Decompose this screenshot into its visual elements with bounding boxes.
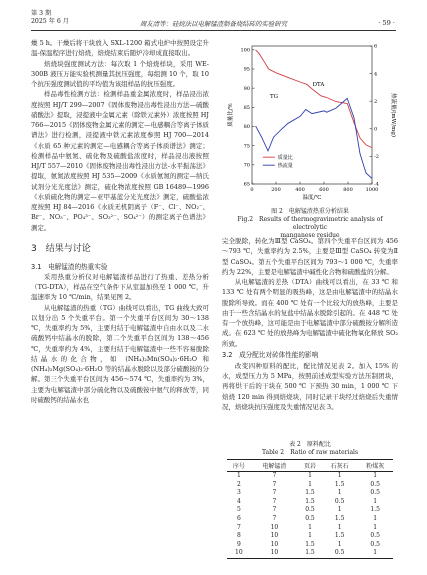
- page-header: [0, 0, 427, 40]
- table-cell: 1.5: [334, 514, 345, 522]
- raw-material-ratio-table: [227, 459, 393, 559]
- tg-dta-chart: [222, 38, 398, 208]
- table-cell: 0.5: [334, 497, 345, 505]
- paragraph: 采用热重分析仪对电解锰渣样品进行了热重、差热分析（TG-DTA），样品在空气条件下从室温加热至 1 000 ℃，升温速率为 10 ℃/min，结果见图 2。: [31, 272, 209, 302]
- paragraph: 焙烧块强度测试方法：每次取 1 个焙烧样块，采用 WE-300B 液压万能实验机测量其抗压强度，每组测 10 个，取 10 个抗压强度测试值的平均值为该组样品的抗压强度。: [31, 59, 209, 88]
- table-cell: 6: [236, 514, 241, 522]
- x-tick-label: 1000: [365, 187, 379, 193]
- table-cell: 1: [373, 514, 378, 522]
- table-header-cell: 石灰石: [322, 460, 358, 472]
- table-cell: 3: [236, 489, 241, 497]
- right-column: [222, 236, 398, 412]
- table-cell: 1: [308, 480, 312, 488]
- table-cell: 10: [251, 549, 298, 558]
- table-row: [227, 481, 393, 490]
- table-header-cell: 电解锰渣: [251, 460, 298, 472]
- y-right-tick-label: 2: [374, 98, 378, 105]
- y-left-tick-label: 100: [240, 47, 250, 54]
- table-cell: 1: [357, 549, 393, 558]
- table-cell: 0.5: [305, 514, 315, 522]
- y-right-tick-label: -4: [374, 181, 379, 188]
- table-caption-cn: 表 2 原料配比: [289, 441, 331, 448]
- thermal-analysis-figure: [222, 38, 398, 208]
- table-cell: 1: [373, 497, 378, 505]
- subsection-title: 3.2 成分配比对砖体性能的影响: [222, 350, 319, 359]
- table-cell: 7: [272, 497, 277, 505]
- tg-annotation: TG: [270, 93, 279, 100]
- table-cell: 10: [270, 523, 279, 531]
- table-cell: 7: [272, 514, 277, 522]
- table-cell: 1.5: [305, 540, 315, 548]
- table-cell: 1: [337, 540, 342, 548]
- y-left-tick-label: 80: [243, 124, 250, 131]
- table-cell: 1: [337, 506, 342, 514]
- table-cell: 1.5: [305, 497, 315, 505]
- left-column: [31, 38, 209, 405]
- y-right-tick-label: 0: [374, 126, 378, 133]
- table-cell: 1: [308, 523, 312, 531]
- legend-label: 质量比: [277, 154, 293, 161]
- y-left-tick-label: 70: [243, 162, 250, 169]
- y-left-tick-label: 75: [243, 143, 250, 150]
- x-tick-label: 600: [319, 187, 329, 193]
- table-cell: 1.5: [370, 506, 380, 514]
- table-row: [227, 498, 393, 507]
- paragraph: 燥 5 h。干燥后将干块放入 SXL-1200 箱式电炉中按照设定升温-保温程序进行焙烧，焙烧结束后随炉冷却成直接取出。: [31, 39, 209, 58]
- header-rule: [31, 30, 396, 31]
- table-cell: 10: [227, 549, 251, 558]
- table-cell: 0.5: [370, 540, 380, 548]
- subsection-title: 3.1 电解锰渣的热重实验: [31, 262, 108, 271]
- table-caption-en: Table 2 Ratio of raw materials: [261, 449, 359, 456]
- table-cell: 1.5: [334, 532, 345, 540]
- table-cell: 7: [272, 480, 277, 488]
- x-tick-label: 400: [295, 187, 305, 193]
- table-cell: 0.5: [370, 489, 380, 497]
- table-header-cell: 粉煤灰: [357, 460, 393, 472]
- table-row: [227, 472, 393, 481]
- table-row: [227, 532, 393, 541]
- y-left-tick-label: 85: [243, 105, 250, 112]
- paragraph: 样品毒性检测方法：检测样品重金属浓度时，样品浸出浓度按照 HJ/T 299—2007《固体废物浸出毒性浸出方法—硫酸硝酸法》提取，浸提液中金属元素（除铁元素外）浓度按照 HJ 766—2015《固体废物金属元素的测定—电感耦合等离子体质谱法》进行检测，浸提液中铁元素浓度参照 HJ 700—2014《水质 65 种元素的测定—电感耦合等离子体质谱法》测定；检测样品中氨氮、硫化物及硫酸盐浓度时，样品浸出液按照 HJ/T 557—2010《固体废物浸出毒性浸出方法-水平振荡法》提取，氨氮浓度按照 HJ 535—2009《水质氨氮的测定—纳氏试剂分光光度法》测定，硫化物浓度按照 GB 16489—1996《水质硫化物的测定—亚甲基蓝分光光度法》测定，硫酸盐浓度按照 HJ 84—2016《水质无机阴离子（F⁻、Cl⁻、NO₂⁻、Br⁻、NO₃⁻、PO₄³⁻、SO₃²⁻、SO₄²⁻）的测定离子色谱法》测定。: [31, 90, 209, 232]
- figure-caption-en: Fig.2 Results of thermogravimetric analysis of electrolytic: [237, 216, 383, 231]
- figure-caption-en: manganese residue: [280, 232, 340, 239]
- running-title: 周友清等：硅烷法以电解锰渣制备烧结砖的实验研究: [140, 20, 287, 28]
- page-number: · 59 ·: [378, 19, 395, 27]
- table-header-cell: 序号: [227, 460, 251, 472]
- date-label: 2025 年 6 月: [31, 18, 69, 25]
- table-cell: 2: [236, 480, 241, 488]
- x-tick-label: 800: [343, 187, 353, 193]
- figure-caption-cn: 图 2 电解锰渣热重分析结果: [271, 208, 349, 215]
- plot-frame: [252, 46, 372, 184]
- x-tick-label: 200: [271, 187, 281, 193]
- table-header-cell: 页岩: [298, 460, 322, 472]
- table-cell: 8: [236, 532, 241, 540]
- table-cell: 9: [236, 540, 241, 548]
- table-cell: 10: [270, 540, 279, 548]
- section-title: 3 结果与讨论: [31, 243, 91, 254]
- table-cell: 1.5: [305, 489, 315, 497]
- table-cell: 1: [337, 472, 342, 479]
- y-right-axis-label: 热流量/(mW/mg): [390, 92, 396, 138]
- paragraph: 改变四种原料的配比，配比情况见表 2。加入 15% 的水，成型压力为 5 MPa，按照前述成型实验方法压制团块，再将烘干后的干块在 500 ℃ 下预热 30 min，1 000 ℃ 下焙烧 120 min 得到焙烧块，同时记录干块经过焙烧后失重情况，焙烧块抗压强度及失重情况见表 3。: [222, 361, 398, 411]
- table-cell: 1: [337, 489, 342, 497]
- table-cell: 7: [272, 506, 277, 514]
- x-axis-label: 温度/℃: [302, 195, 322, 201]
- table-cell: 1: [373, 523, 378, 531]
- paragraph: 完全脱除，转化为Ⅲ型 CaSO₄。第四个失重平台区间为 456～793 ℃，失重率约为 2.5%，主要是Ⅲ型 CaSO₄ 转变为Ⅱ型 CaSO₄。第五个失重平台区间为 793～1 000 ℃，失重率约为 22%，主要是电解锰渣中碱性化合物和硫酸盐的分解。: [222, 237, 398, 276]
- y-left-tick-label: 90: [243, 85, 250, 92]
- table-header-row: [227, 460, 393, 472]
- table-cell: 10: [270, 532, 279, 540]
- table-cell: 1: [308, 472, 312, 479]
- paragraph: 从电解锰渣的热重（TG）曲线可以看出，TG 曲线大致可以划分出 5 个失重平台。第一个失重平台区间为 30～138 ℃，失重率约为 5%，主要归结于电解锰渣中自由水以及二水硫酸钙中结晶水的脱除，第二个失重平台区间为 138～456 ℃，失重率约为 4%，主要归结于电解锰渣中一些不容易脱除结晶水的化合物，如 (NH₄)₂Mn(SO₄)₂·6H₂O 和 (NH₄)₂Mg(SO₄)₂·6H₂O 等的结晶水脱除以及部分硫酸铵的分解。第三个失重平台区间为 456～574 ℃，失重率约为 3%，主要为电解锰渣中部分硫化物以及硫酸铵中氨气的释放等，同时硫酸钙的结晶水也: [31, 303, 209, 404]
- y-left-tick-label: 95: [243, 66, 250, 73]
- table-row: [227, 506, 393, 515]
- table-caption: [222, 441, 398, 457]
- table-cell: 1.5: [334, 480, 345, 488]
- table-cell: 0.5: [305, 506, 315, 514]
- table-row: [227, 549, 393, 558]
- y-right-tick-label: 4: [374, 71, 378, 78]
- table-row: [227, 524, 393, 533]
- table-cell: 7: [272, 489, 277, 497]
- y-left-tick-label: 65: [243, 181, 250, 188]
- table-cell: 0.5: [370, 480, 380, 488]
- table-cell: 0.5: [370, 532, 380, 540]
- table-cell: 4: [236, 497, 241, 505]
- table-cell: 1: [373, 472, 378, 479]
- y-right-tick-label: -2: [374, 154, 379, 161]
- table-cell: 1.5: [298, 549, 322, 558]
- legend-label: 热流量: [277, 162, 293, 169]
- y-left-axis-label: 质量比/%: [228, 103, 234, 127]
- series-line-heat-flow: [256, 98, 372, 178]
- volume-label: 第 3 期: [31, 10, 52, 17]
- table-row: [227, 515, 393, 524]
- dta-annotation: DTA: [312, 82, 325, 89]
- table-cell: 7: [272, 472, 277, 479]
- table-cell: 5: [236, 506, 241, 514]
- table-row: [227, 541, 393, 550]
- table-cell: 7: [236, 523, 241, 531]
- table-cell: 1: [337, 523, 342, 531]
- table-row: [227, 489, 393, 498]
- paragraph: 从电解锰渣的差热（DTA）曲线可以看出，在 33 ℃ 和 133 ℃ 处有两个明显的吸热峰，这是由电解锰渣中的结晶水脱除所导致。而在 400 ℃ 处有一个比较大的放热峰，主要是由于一些含结晶水的复盐中结晶水脱除引起的。在 448 ℃ 处有一个放热峰，这可能是由于电解锰渣中部分硫酸铵分解所造成。在 623 ℃ 处的放热峰为电解锰渣中硫化物氧化释放 SO₂ 所致。: [222, 278, 398, 348]
- table-cell: 1: [236, 472, 241, 479]
- table-cell: 0.5: [322, 549, 358, 558]
- table-cell: 1: [308, 532, 312, 540]
- table-body: [227, 472, 393, 559]
- y-right-tick-label: 6: [374, 43, 378, 50]
- x-tick-label: 0: [250, 187, 254, 193]
